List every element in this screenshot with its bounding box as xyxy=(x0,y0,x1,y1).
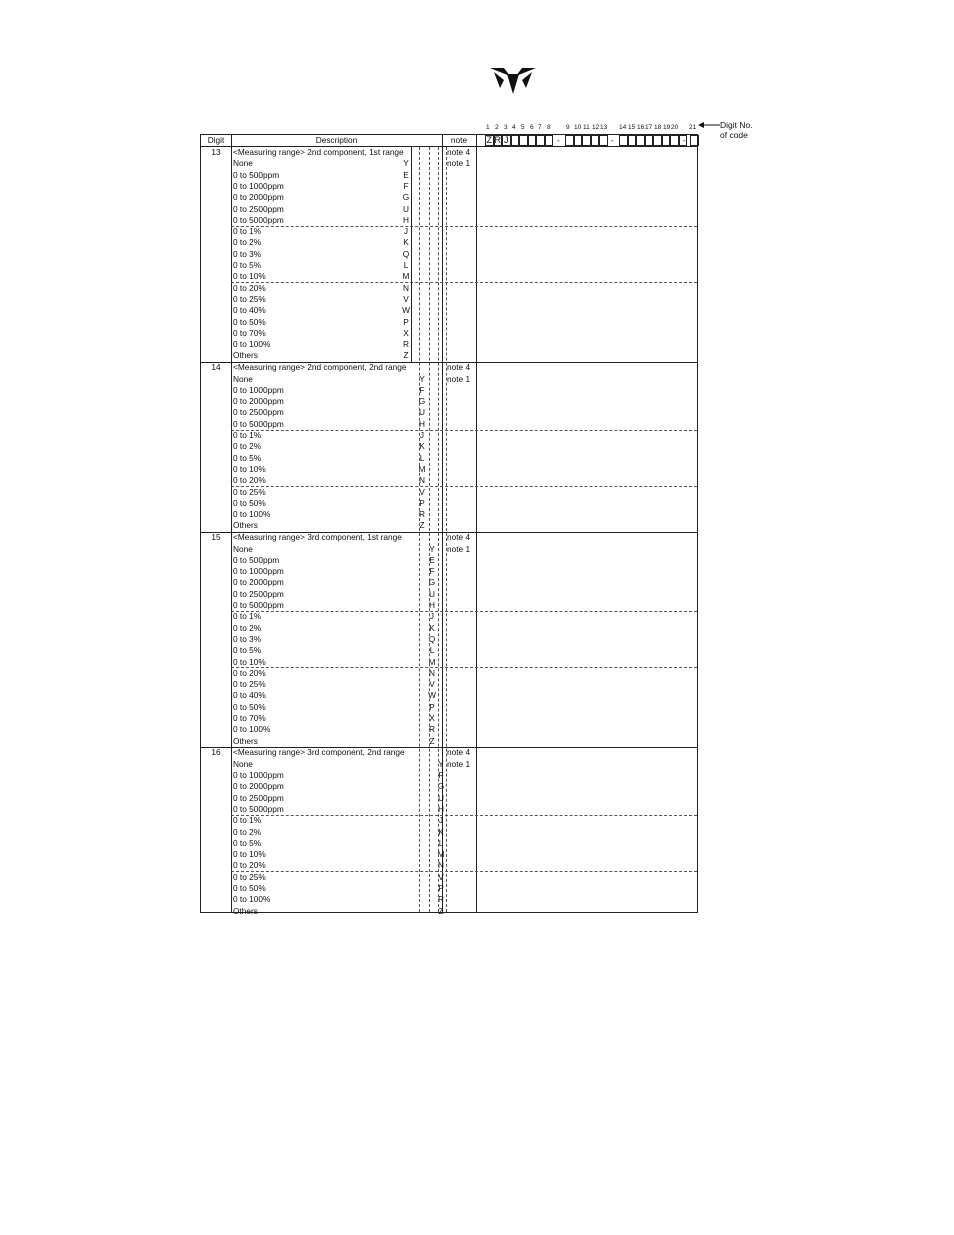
table-row: 0 to 2% xyxy=(233,237,262,248)
code-digit-box xyxy=(599,135,608,146)
option-code: F xyxy=(438,770,444,780)
code-digit-box xyxy=(670,135,679,146)
table-row: 0 to 2000ppm xyxy=(233,396,284,407)
table-row: None xyxy=(233,373,253,384)
table-row: None xyxy=(233,158,253,169)
group-separator xyxy=(231,430,697,431)
code-digit-box xyxy=(636,135,645,146)
table-row: 0 to 1000ppm xyxy=(233,384,284,395)
table-row: 0 to 5% xyxy=(233,837,262,848)
digit-number: 13 xyxy=(211,147,221,157)
code-digit-box: J xyxy=(504,135,509,145)
table-row: 0 to 1% xyxy=(233,430,262,440)
code-digit-box xyxy=(574,135,583,146)
option-code: G xyxy=(437,781,445,792)
note-ref: note 4 xyxy=(447,147,471,157)
option-code: U xyxy=(403,203,409,214)
table-row: 0 to 3% xyxy=(233,633,262,644)
option-code: Z xyxy=(438,905,444,916)
note-ref: note 4 xyxy=(447,747,471,758)
code-digit-box xyxy=(519,135,528,146)
note-ref: note 4 xyxy=(447,532,471,543)
option-code: G xyxy=(402,192,410,203)
table-row: 0 to 5000ppm xyxy=(233,418,284,429)
option-code: V xyxy=(429,679,435,690)
option-code: X xyxy=(429,713,435,723)
table-row: 0 to 20% xyxy=(233,667,266,678)
table-row: <Measuring range> 2nd component, 1st range xyxy=(233,147,404,157)
option-code: M xyxy=(428,656,436,667)
note-ref: note 4 xyxy=(447,362,471,373)
option-code: V xyxy=(419,486,425,497)
option-code: M xyxy=(437,849,445,860)
digit-position-label-line2: of code xyxy=(720,130,748,140)
option-code: V xyxy=(403,293,409,304)
digit-position-number: 20 xyxy=(671,124,679,131)
table-row: 0 to 100% xyxy=(233,339,271,350)
option-code: H xyxy=(403,214,409,225)
option-code: N xyxy=(438,860,444,871)
code-column-rule xyxy=(419,147,420,912)
digit-position-number: 12 xyxy=(592,124,600,131)
option-code: V xyxy=(438,871,444,882)
header-description: Description xyxy=(315,135,358,145)
table-row: 0 to 2000ppm xyxy=(233,577,284,588)
option-code: K xyxy=(438,826,444,837)
table-row: 0 to 2000ppm xyxy=(233,192,284,203)
code-digit-box xyxy=(536,135,545,146)
table-row: 0 to 20% xyxy=(233,282,266,293)
option-code: H xyxy=(419,418,425,429)
note-ref: note 1 xyxy=(447,758,471,769)
table-row: 0 to 2500ppm xyxy=(233,588,284,599)
table-row: <Measuring range> 3rd component, 2nd range xyxy=(233,747,405,758)
option-code: J xyxy=(403,226,409,237)
table-row: 0 to 2500ppm xyxy=(233,203,284,214)
arrow-left-icon xyxy=(698,121,720,129)
code-digit-box xyxy=(619,135,628,146)
code-digit-box: Z xyxy=(486,135,492,145)
digit-position-number: 21 xyxy=(689,124,697,131)
table-row: 0 to 2% xyxy=(233,826,262,837)
table-row: <Measuring range> 2nd component, 2nd range xyxy=(233,362,407,373)
group-separator xyxy=(231,815,697,816)
option-code: Y xyxy=(438,758,444,769)
code-column-rule xyxy=(438,147,439,912)
table-row: 0 to 70% xyxy=(233,713,266,723)
option-code: G xyxy=(428,577,436,588)
option-code: J xyxy=(419,430,425,440)
table-row: 0 to 25% xyxy=(233,486,266,497)
table-row: 0 to 40% xyxy=(233,690,266,701)
group-separator xyxy=(231,226,697,227)
table-row: 0 to 100% xyxy=(233,509,271,520)
option-code: Z xyxy=(403,350,409,361)
option-code: N xyxy=(429,667,435,678)
option-code: L xyxy=(438,837,444,848)
option-code: P xyxy=(438,883,444,893)
code-digit-box xyxy=(511,135,520,146)
table-row: 0 to 5000ppm xyxy=(233,803,284,814)
option-code: H xyxy=(438,803,444,814)
table-row: 0 to 10% xyxy=(233,271,266,282)
option-code: Q xyxy=(428,633,436,644)
code-separator-dash: - xyxy=(683,136,686,145)
table-row: 0 to 5% xyxy=(233,260,262,270)
option-code: R xyxy=(429,724,435,735)
table-row: 0 to 20% xyxy=(233,475,266,486)
option-code: Z xyxy=(429,735,435,746)
digit-position-number: 9 xyxy=(566,124,570,131)
company-logo-icon xyxy=(490,68,536,94)
digit-number: 15 xyxy=(211,532,221,543)
option-code: J xyxy=(429,611,435,622)
table-row: None xyxy=(233,543,253,554)
group-separator xyxy=(231,667,697,668)
table-row: 0 to 70% xyxy=(233,327,266,338)
table-row: 0 to 3% xyxy=(233,248,262,259)
option-code: L xyxy=(419,452,425,463)
code-digit-box xyxy=(645,135,654,146)
code-separator-dash: - xyxy=(611,136,614,145)
table-row: 0 to 1000ppm xyxy=(233,770,284,780)
table-row: Others xyxy=(233,735,258,746)
code-digit-box xyxy=(591,135,600,146)
digit-position-number: 7 xyxy=(538,124,542,131)
table-row: 0 to 50% xyxy=(233,701,266,712)
option-code: F xyxy=(429,566,435,577)
group-separator xyxy=(231,871,697,872)
option-code: Z xyxy=(419,520,425,531)
note-ref: note 1 xyxy=(447,158,471,169)
code-digit-box xyxy=(528,135,537,146)
option-code: K xyxy=(419,441,425,452)
option-code: L xyxy=(403,260,409,270)
option-code: R xyxy=(419,509,425,520)
digit-position-number: 1 xyxy=(486,124,490,131)
digit-position-number: 2 xyxy=(495,124,499,131)
code-digit-box xyxy=(653,135,662,146)
option-code: W xyxy=(402,305,410,316)
table-row: 0 to 1% xyxy=(233,226,262,237)
option-code: R xyxy=(438,894,444,905)
note-ref: note 1 xyxy=(447,543,471,554)
table-row: 0 to 10% xyxy=(233,656,266,667)
option-code: K xyxy=(403,237,409,248)
table-row: Others xyxy=(233,350,258,361)
digit-position-number: 10 xyxy=(574,124,582,131)
option-code: J xyxy=(438,815,444,826)
table-row: 0 to 10% xyxy=(233,849,266,860)
table-row: 0 to 100% xyxy=(233,724,271,735)
digit-position-number: 4 xyxy=(512,124,516,131)
code-digit-box xyxy=(628,135,637,146)
option-code: N xyxy=(403,282,409,293)
table-row: <Measuring range> 3rd component, 1st range xyxy=(233,532,402,543)
code-column-rule xyxy=(446,147,447,912)
digit-number: 14 xyxy=(211,362,221,373)
table-row: 0 to 10% xyxy=(233,463,266,474)
option-code: W xyxy=(428,690,436,701)
code-separator-dash: - xyxy=(557,136,560,145)
table-row: Others xyxy=(233,520,258,531)
table-row: 0 to 25% xyxy=(233,679,266,690)
option-code: L xyxy=(429,645,435,656)
option-code: M xyxy=(402,271,410,282)
code-digit-box xyxy=(565,135,574,146)
option-code: F xyxy=(403,180,409,191)
option-code: U xyxy=(429,588,435,599)
table-row: 0 to 20% xyxy=(233,860,266,871)
table-row: 0 to 2500ppm xyxy=(233,407,284,418)
digit-position-number: 6 xyxy=(530,124,534,131)
table-row: 0 to 50% xyxy=(233,883,266,893)
option-code: F xyxy=(419,384,425,395)
table-row: 0 to 40% xyxy=(233,305,266,316)
digit-position-number: 11 xyxy=(583,124,590,131)
digit-position-number: 14 xyxy=(619,124,627,131)
code-table xyxy=(200,134,698,916)
table-row: 0 to 5% xyxy=(233,452,262,463)
table-row: None xyxy=(233,758,253,769)
option-code: Y xyxy=(429,543,435,554)
option-code: P xyxy=(403,316,409,327)
table-row: Others xyxy=(233,905,258,916)
option-code: X xyxy=(403,327,409,338)
digit-position-number: 8 xyxy=(547,124,551,131)
option-code: U xyxy=(438,792,444,803)
table-row: 0 to 500ppm xyxy=(233,169,280,180)
digit-position-number: 18 xyxy=(654,124,662,131)
code-column-rule xyxy=(411,147,412,362)
digit-position-label xyxy=(720,120,753,140)
table-row: 0 to 5000ppm xyxy=(233,600,284,610)
option-code: P xyxy=(429,701,435,712)
option-code: R xyxy=(403,339,409,350)
option-code: P xyxy=(419,497,425,508)
option-code: E xyxy=(429,554,435,565)
digit-position-number: 19 xyxy=(663,124,671,131)
table-row: 0 to 25% xyxy=(233,871,266,882)
digit-position-number: 15 xyxy=(628,124,636,131)
table-row: 0 to 500ppm xyxy=(233,554,280,565)
option-code: Q xyxy=(402,248,410,259)
col-rule-digit xyxy=(231,135,232,912)
digit-position-number: 3 xyxy=(504,124,508,131)
table-row: 0 to 50% xyxy=(233,497,266,508)
table-row: 0 to 5000ppm xyxy=(233,214,284,225)
code-digit-box xyxy=(582,135,591,146)
option-code: E xyxy=(403,169,409,180)
table-row: 0 to 2000ppm xyxy=(233,781,284,792)
option-code: Y xyxy=(403,158,409,169)
digit-position-number: 13 xyxy=(600,124,608,131)
option-code: U xyxy=(419,407,425,418)
digit-position-label-line1: Digit No. xyxy=(720,120,753,130)
code-digit-box xyxy=(690,135,699,146)
code-digit-box xyxy=(545,135,554,146)
code-digit-box: R xyxy=(494,135,501,145)
digit-number: 16 xyxy=(211,747,221,758)
table-row: 0 to 5% xyxy=(233,645,262,656)
option-code: H xyxy=(429,600,435,610)
group-separator xyxy=(231,486,697,487)
table-row: 0 to 25% xyxy=(233,293,266,304)
table-row: 0 to 1000ppm xyxy=(233,180,284,191)
table-row: 0 to 50% xyxy=(233,316,266,327)
note-ref: note 1 xyxy=(447,373,471,384)
group-separator xyxy=(231,282,697,283)
table-row: 0 to 2% xyxy=(233,441,262,452)
table-row: 0 to 2% xyxy=(233,622,262,633)
header-note: note xyxy=(450,135,468,145)
digit-position-number: 17 xyxy=(645,124,653,131)
header-digit: Digit xyxy=(207,135,225,145)
code-digit-box xyxy=(662,135,671,146)
option-code: M xyxy=(418,463,426,474)
table-row: 0 to 1% xyxy=(233,815,262,826)
option-code: K xyxy=(429,622,435,633)
table-row: 0 to 1000ppm xyxy=(233,566,284,577)
option-code: G xyxy=(418,396,426,407)
table-row: 0 to 2500ppm xyxy=(233,792,284,803)
digit-position-number: 16 xyxy=(637,124,645,131)
option-code: Y xyxy=(419,373,425,384)
option-code: N xyxy=(419,475,425,486)
code-column-rule xyxy=(429,147,430,912)
table-row: 0 to 100% xyxy=(233,894,271,905)
col-rule-note xyxy=(476,135,477,912)
digit-position-number: 5 xyxy=(521,124,525,131)
table-row: 0 to 1% xyxy=(233,611,262,622)
group-separator xyxy=(231,611,697,612)
